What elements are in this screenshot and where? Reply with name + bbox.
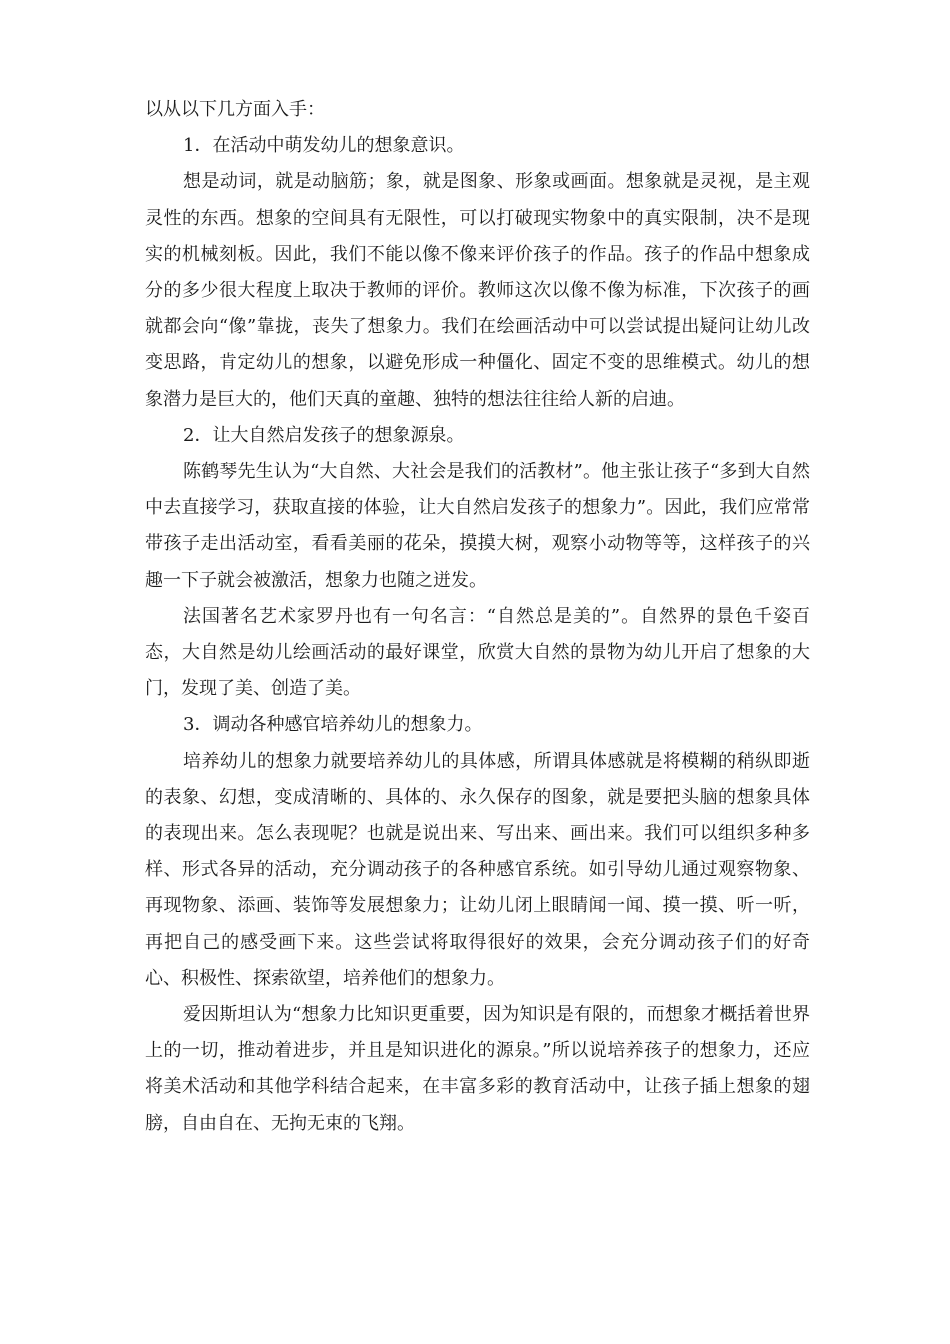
body-paragraph: 想是动词，就是动脑筋；象，就是图象、形象或画面。想象就是灵视，是主观灵性的东西。想象的空间具有无限性，可以打破现实物象中的真实限制，决不是现实的机械刻板。因此，我们不能以像不像来评价孩子的作品。孩子的作品中想象成分的多少很大程度上取决于教师的评价。教师这次以像不像为标准，下次孩子的画就都会向“像”靠拢，丧失了想象力。我们在绘画活动中可以尝试提出疑问让幼儿改变思路，肯定幼儿的想象，以避免形成一种僵化、固定不变的思维模式。幼儿的想象潜力是巨大的，他们天真的童趣、独特的想法往往给人新的启迪。 — [145, 171, 810, 410]
body-paragraph: 法国著名艺术家罗丹也有一句名言：“自然总是美的”。自然界的景色千姿百态，大自然是幼儿绘画活动的最好课堂，欣赏大自然的景物为幼儿开启了想象的大门，发现了美、创造了美。 — [145, 605, 810, 700]
body-paragraph: 陈鹤琴先生认为“大自然、大社会是我们的活教材”。他主张让孩子“多到大自然中去直接学习，获取直接的体验，让大自然启发孩子的想象力”。因此，我们应常常带孩子走出活动室，看看美丽的花朵，摸摸大树，观察小动物等等，这样孩子的兴趣一下子就会被激活，想象力也随之迸发。 — [145, 461, 810, 591]
section-heading-1: 1．在活动中萌发幼儿的想象意识。 — [183, 135, 465, 157]
body-paragraph: 培养幼儿的想象力就要培养幼儿的具体感，所谓具体感就是将模糊的稍纵即逝的表象、幻想，变成清晰的、具体的、永久保存的图象，就是要把头脑的想象具体的表现出来。怎么表现呢？也就是说出来、写出来、画出来。我们可以组织多种多样、形式各异的活动，充分调动孩子的各种感官系统。如引导幼儿通过观察物象、再现物象、添画、装饰等发展想象力；让幼儿闭上眼睛闻一闻、摸一摸、听一听，再把自己的感受画下来。这些尝试将取得很好的效果，会充分调动孩子们的好奇心、积极性、探索欲望，培养他们的想象力。 — [145, 750, 810, 989]
section-heading-2: 2．让大自然启发孩子的想象源泉。 — [183, 424, 465, 446]
document-body — [145, 92, 810, 1142]
intro-line: 以从以下几方面入手： — [145, 99, 325, 120]
section-heading-3: 3．调动各种感官培养幼儿的想象力。 — [183, 714, 483, 736]
body-paragraph: 爱因斯坦认为“想象力比知识更重要，因为知识是有限的，而想象才概括着世界上的一切，推动着进步，并且是知识进化的源泉。”所以说培养孩子的想象力，还应将美术活动和其他学科结合起来，在丰富多彩的教育活动中，让孩子插上想象的翅膀，自由自在、无拘无束的飞翔。 — [145, 1004, 810, 1134]
